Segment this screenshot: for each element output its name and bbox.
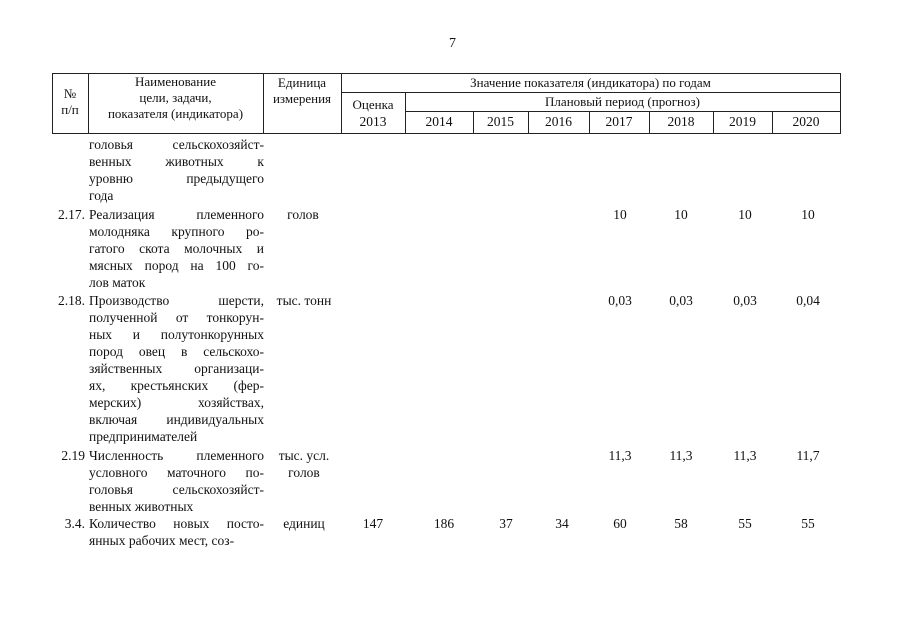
indicator-name [89, 292, 264, 445]
value-cell: 186 [433, 516, 455, 531]
name-word: скота [139, 241, 170, 256]
name-word: овец [138, 344, 166, 359]
name-word: предыдущего [186, 171, 264, 186]
name-line [89, 292, 264, 309]
value-cell: 11,3 [608, 448, 632, 463]
header-divider [840, 73, 841, 134]
name-word: племенного [196, 207, 264, 222]
name-line [89, 343, 264, 360]
indicator-name [89, 447, 264, 515]
value-cell: 55 [801, 516, 815, 531]
name-line [89, 170, 264, 187]
header-estimate-label: Оценка [352, 97, 394, 112]
name-word: и [132, 327, 141, 342]
name-word: племенного [196, 448, 264, 463]
header-year: 2017 [605, 114, 633, 129]
header-plan-label: Плановый период (прогноз) [545, 94, 700, 109]
header-year: 2019 [729, 114, 756, 129]
value-cell: 10 [613, 207, 627, 222]
value-cell: 0,03 [733, 293, 757, 308]
header-year: 2016 [545, 114, 572, 129]
name-line: венных животных [89, 499, 194, 514]
row-number: 2.18. [58, 293, 85, 308]
value-cell: 0,03 [669, 293, 693, 308]
name-word: сельскохо- [203, 344, 264, 359]
name-word: ях, [89, 378, 106, 393]
name-line: предпринимателей [89, 429, 198, 444]
name-word: пород [144, 258, 179, 273]
name-word: тонкорун- [206, 310, 264, 325]
name-line [89, 326, 264, 343]
name-line [89, 240, 264, 257]
name-word: крупного [171, 224, 225, 239]
name-line [89, 309, 264, 326]
name-word: организаци- [194, 361, 264, 376]
unit-cell: тыс. усл. голов [278, 448, 330, 480]
name-word: уровню [89, 171, 133, 186]
name-line [89, 153, 264, 170]
indicator-name [89, 206, 264, 291]
name-word: молодняка [89, 224, 150, 239]
name-word: посто- [226, 516, 264, 531]
name-word: го- [247, 258, 264, 273]
header-values-label: Значение показателя (индикатора) по годам [470, 75, 711, 90]
name-word: ро- [246, 224, 264, 239]
name-line: лов маток [89, 275, 146, 290]
unit-cell: единиц [283, 516, 325, 531]
name-word: (фер- [233, 378, 264, 393]
name-word: полученной [89, 310, 158, 325]
name-word: к [257, 154, 264, 169]
value-cell: 60 [613, 516, 627, 531]
name-word: мерских) [89, 395, 142, 410]
name-word: головья [89, 137, 134, 152]
value-cell: 10 [801, 207, 815, 222]
name-word: включая [89, 412, 138, 427]
header-rule-values [341, 92, 840, 93]
value-cell: 11,3 [733, 448, 757, 463]
name-line [89, 360, 264, 377]
value-cell: 10 [674, 207, 688, 222]
name-word: Численность [89, 448, 164, 463]
value-cell: 147 [362, 516, 384, 531]
value-cell: 34 [555, 516, 569, 531]
header-rule-plan [405, 111, 840, 112]
unit-cell: тыс. тонн [276, 293, 332, 308]
name-word: маточного [167, 465, 226, 480]
value-cell: 58 [674, 516, 688, 531]
name-word: хозяйствах, [198, 395, 264, 410]
header-unit-label: Единица измерения [272, 75, 332, 106]
name-word: Реализация [89, 207, 155, 222]
name-word: новых [173, 516, 210, 531]
name-word: от [175, 310, 189, 325]
name-word: мясных [89, 258, 133, 273]
name-word: зяйственных [89, 361, 163, 376]
name-word: пород [89, 344, 123, 359]
name-word: животных [165, 154, 224, 169]
name-word: Производство [89, 293, 170, 308]
name-line [89, 136, 264, 153]
name-line [89, 257, 264, 274]
header-year: 2013 [359, 114, 387, 129]
name-word: молочных [184, 241, 243, 256]
name-line [89, 447, 264, 464]
unit-cell: голов [287, 207, 319, 222]
name-word: Количество [89, 516, 156, 531]
name-line: янных рабочих мест, соз- [89, 533, 235, 548]
name-line [89, 481, 264, 498]
page-number: 7 [449, 36, 456, 51]
header-year: 2014 [425, 114, 453, 129]
name-line [89, 464, 264, 481]
name-word: головья [89, 482, 134, 497]
value-cell: 55 [738, 516, 752, 531]
name-word: ных [89, 327, 113, 342]
name-word: по- [245, 465, 264, 480]
name-line [89, 515, 264, 532]
name-word: на [190, 258, 204, 273]
name-word: шерсти, [218, 293, 264, 308]
name-word: условного [89, 465, 148, 480]
header-name-label: Наименование цели, задачи, показателя (индикатора) [107, 74, 244, 121]
name-word: венных [89, 154, 132, 169]
header-year: 2018 [667, 114, 695, 129]
value-cell: 11,3 [669, 448, 693, 463]
name-word: 100 [215, 258, 236, 273]
value-cell: 10 [738, 207, 752, 222]
name-word: гатого [89, 241, 125, 256]
value-cell: 0,03 [608, 293, 632, 308]
indicator-name [89, 136, 264, 204]
value-cell: 11,7 [796, 448, 820, 463]
name-word: индивидуальных [166, 412, 264, 427]
row-number: 2.17. [58, 207, 85, 222]
name-word: крестьянских [130, 378, 209, 393]
header-year: 2020 [792, 114, 820, 129]
header-bottom-border [52, 133, 840, 134]
name-word: полутонкорунных [160, 327, 264, 342]
header-num-label: № п/п [61, 86, 79, 117]
name-line [89, 223, 264, 240]
name-word: в [180, 344, 188, 359]
name-word: и [256, 241, 264, 256]
value-cell: 37 [499, 516, 513, 531]
name-word: сельскохозяйст- [172, 482, 264, 497]
name-word: сельскохозяйст- [172, 137, 264, 152]
name-line [89, 206, 264, 223]
name-line: года [89, 188, 114, 203]
name-line [89, 411, 264, 428]
indicator-name [89, 515, 264, 549]
header-year: 2015 [487, 114, 514, 129]
row-number: 2.19 [61, 448, 85, 463]
name-line [89, 377, 264, 394]
name-line [89, 394, 264, 411]
row-number: 3.4. [64, 516, 85, 531]
value-cell: 0,04 [796, 293, 820, 308]
